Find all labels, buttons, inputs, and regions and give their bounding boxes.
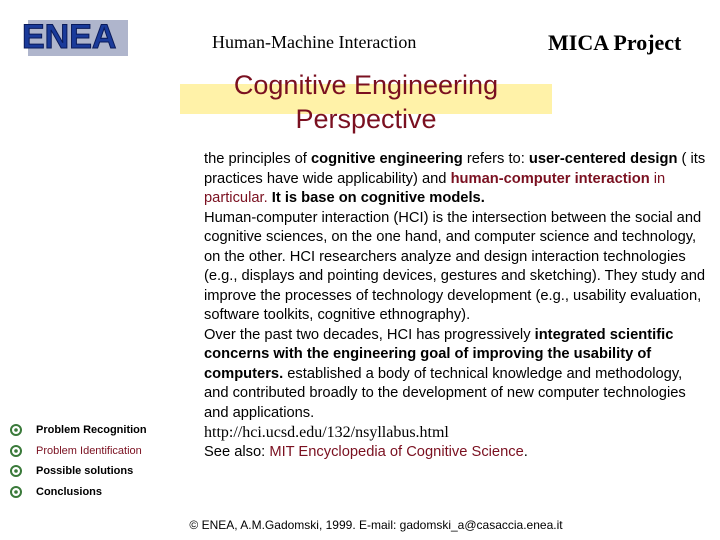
header-title: Human-Machine Interaction bbox=[212, 32, 417, 52]
paragraph-hci-definition: Human-computer interaction (HCI) is the intersection between the social and cognitive sciences, on the one hand, and computer science and technology, on the other. HCI researchers analyze and design interaction technologies (e.g., displays and pointing devices, gestures and sketching). They study and improve the processes of technology development (e.g., usability evaluation, software toolkits, cognitive ethnography). bbox=[204, 209, 706, 323]
text: . bbox=[523, 443, 528, 460]
nav-item-label: Problem Recognition bbox=[36, 424, 147, 437]
paragraph-history bbox=[204, 326, 710, 424]
slide-title-line2: Perspective bbox=[295, 104, 437, 134]
text: established a body of technical knowledge and methodology, and contributed broadly to the development of new computer technologies and applications. bbox=[204, 365, 686, 421]
term-cognitive-models: It is base on cognitive models. bbox=[271, 190, 485, 206]
text: Over the past two decades, HCI has progressively bbox=[204, 326, 535, 343]
text: the principles of bbox=[204, 151, 311, 167]
bullet-icon bbox=[10, 445, 22, 457]
see-also bbox=[204, 443, 710, 463]
copyright-text: © ENEA, A.M.Gadomski, 1999. E-mail: gadomski_a@casaccia.enea.it bbox=[189, 518, 563, 532]
text: in particular. bbox=[204, 170, 666, 206]
project-title: MICA Project bbox=[548, 30, 682, 55]
nav-item-problem-recognition[interactable] bbox=[10, 420, 147, 441]
bullet-icon bbox=[10, 424, 22, 436]
bullet-icon bbox=[10, 465, 22, 477]
term-user-centered-design: user-centered design bbox=[528, 151, 678, 167]
nav-item-label: Problem Identification bbox=[36, 444, 142, 457]
slide-title bbox=[180, 68, 552, 136]
footer bbox=[0, 518, 720, 532]
body-text bbox=[204, 150, 710, 462]
logo-text: ENEA bbox=[22, 18, 117, 56]
enea-logo bbox=[18, 14, 130, 58]
nav-item-label: Conclusions bbox=[36, 485, 103, 498]
term-hci: human-computer interaction bbox=[450, 170, 650, 187]
term-integrated-concerns: integrated scientific concerns with the engineering goal of improving the usability of computers. bbox=[204, 326, 674, 382]
text: refers to: bbox=[462, 151, 529, 167]
mit-encyclopedia-link[interactable]: MIT Encyclopedia of Cognitive Science bbox=[269, 443, 524, 460]
nav-item-possible-solutions[interactable] bbox=[10, 461, 147, 482]
slide-title-line1: Cognitive Engineering bbox=[233, 70, 499, 100]
nav-item-problem-identification[interactable] bbox=[10, 441, 147, 462]
nav-item-conclusions[interactable] bbox=[10, 482, 147, 503]
bullet-icon bbox=[10, 486, 22, 498]
nav-item-label: Possible solutions bbox=[36, 465, 134, 478]
paragraph-principles bbox=[204, 150, 710, 209]
term-cognitive-engineering: cognitive engineering bbox=[310, 151, 463, 167]
text: See also: bbox=[204, 443, 270, 460]
side-nav bbox=[10, 420, 147, 502]
syllabus-link[interactable]: http://hci.ucsd.edu/132/nsyllabus.html bbox=[204, 424, 449, 441]
text: ( its practices have wide applicability) and bbox=[204, 151, 706, 187]
